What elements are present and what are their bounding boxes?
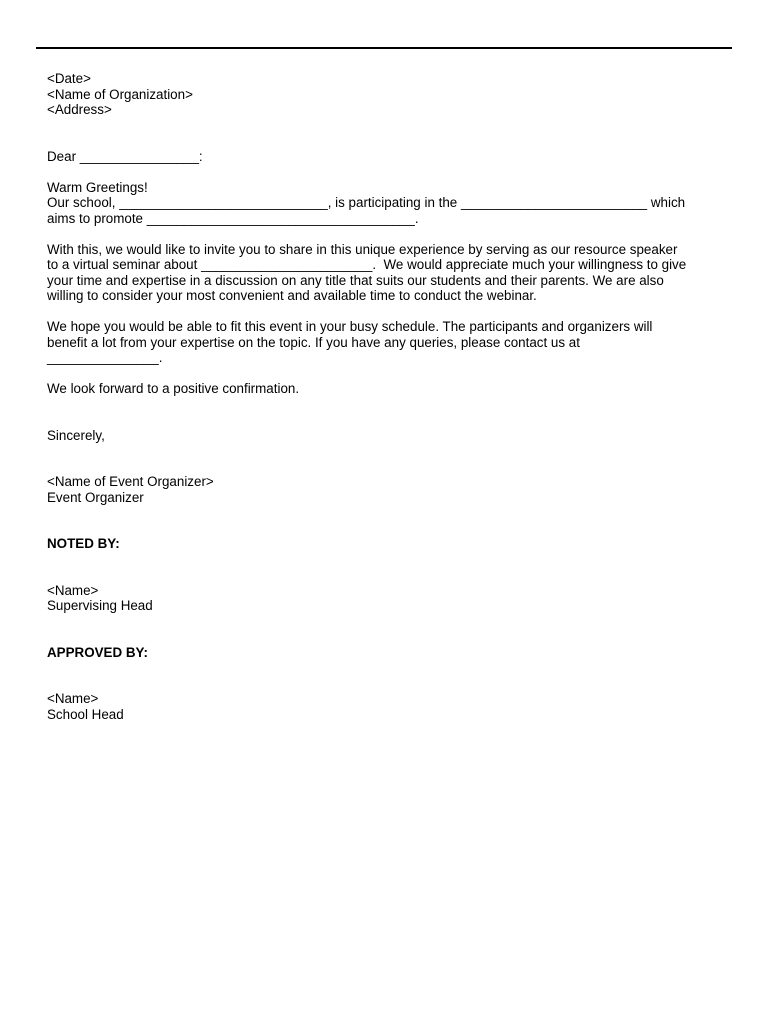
spacer: [47, 164, 722, 180]
approved-by-label: APPROVED BY:: [47, 644, 148, 660]
noted-name: <Name>: [47, 582, 99, 598]
date-line: <Date>: [47, 71, 91, 86]
noted-title: Supervising Head: [47, 598, 153, 613]
intro-line-1: Our school, ____________________________, is participating in the _________________________ which: [47, 195, 686, 210]
closing-line: We look forward to a positive confirmation.: [47, 381, 300, 396]
approved-name: <Name>: [47, 691, 99, 706]
hope-line-3: _______________.: [47, 350, 163, 365]
salutation: Dear ________________:: [47, 148, 203, 164]
noted-by-label: NOTED BY:: [47, 536, 120, 551]
hope-line-2: benefit a lot from your expertise on the topic. If you have any queries, please contact us at: [47, 334, 580, 350]
address-line: <Address>: [47, 102, 112, 117]
spacer: [47, 226, 722, 242]
header-rule: [36, 47, 732, 49]
spacer: [47, 552, 722, 583]
invite-line-2: to a virtual seminar about _______________________. We would appreciate much your willingness to give: [47, 257, 687, 272]
invite-line-4: willing to consider your most convenient and available time to conduct the webinar.: [47, 288, 537, 303]
hope-line-1: We hope you would be able to fit this event in your busy schedule. The participants and organizers will: [47, 319, 653, 334]
organization-line: <Name of Organization>: [47, 86, 193, 102]
spacer: [47, 660, 722, 691]
organizer-title: Event Organizer: [47, 489, 144, 505]
greeting: Warm Greetings!: [47, 179, 148, 195]
invite-line-3: your time and expertise in a discussion on any title that suits our students and their parents. We are also: [47, 272, 664, 288]
spacer: [47, 505, 722, 536]
sign-off: Sincerely,: [47, 427, 105, 443]
spacer: [47, 614, 722, 645]
organizer-name: <Name of Event Organizer>: [47, 474, 214, 489]
letter-body: [47, 71, 722, 722]
spacer: [47, 118, 722, 149]
spacer: [47, 397, 722, 428]
spacer: [47, 443, 722, 474]
spacer: [47, 304, 722, 320]
approved-title: School Head: [47, 706, 124, 722]
invite-line-1: With this, we would like to invite you to share in this unique experience by serving as our resource speaker: [47, 241, 678, 257]
intro-line-2: aims to promote ____________________________________.: [47, 210, 419, 226]
spacer: [47, 366, 722, 382]
